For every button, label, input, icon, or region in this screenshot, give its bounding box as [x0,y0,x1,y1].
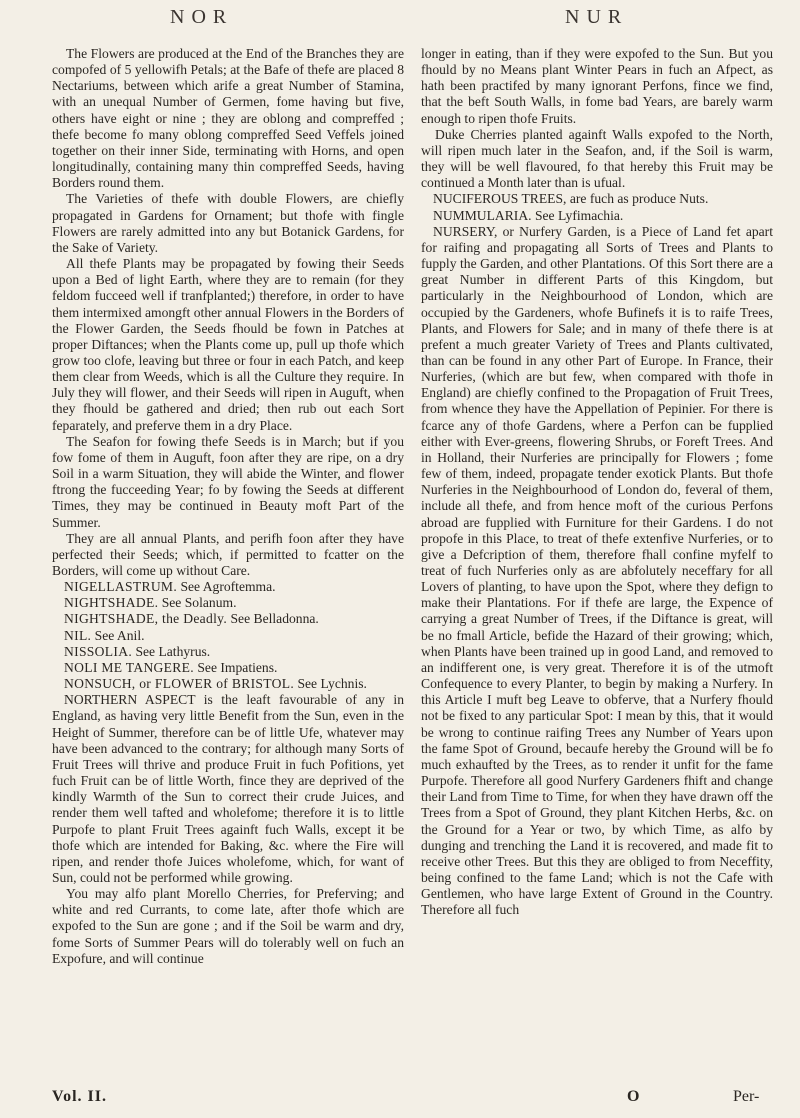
page-footer [0,1088,800,1112]
paragraph: You may alfo plant Morello Cherries, for Preferving; and white and red Currants, to come late, after thofe which are expofed to the Sun are gone ; and if the Soil be warm and dry, fome Sorts of Summer Pears will do tolerably well on fuch an Expofure, and will continue [52,886,404,966]
paragraph: The Varieties of thefe with double Flowers, are chiefly propagated in Gardens for Ornament; but thofe with fingle Flowers are rarely admitted into any but Botanick Gardens, for the Sake of Variety. [52,191,404,255]
entry-nissolia: NISSOLIA. See Lathyrus. [64,643,211,659]
paragraph: Duke Cherries planted againft Walls expofed to the North, will ripen much later in the Seafon, and, if the Soil is warm, they will be well flavoured, fo that hereby this Fruit may be continued a Month later than is ufual. [421,126,773,191]
entry-nursery: NURSERY, or Nurfery Garden, is a Piece of Land fet apart for raifing and propagating all Sorts of Trees and Plants to fupply the Garden, and other Plantations. Of this Sort there are a great Number in different Parts of this Kingdom, but particularly in the Neighbourhood of London, which are occupied by the Gardeners, whofe Bufinefs it is to raife Trees, Plants, and Flowers for Sale; and in many of thefe there is at prefent a much greater Variety of Trees and Plants cultivated, than can be found in any other Part of Europe. In France, their Nurferies, (which are but few, when compared with thofe in England) are chiefly confined to the Propagation of Fruit Trees, from whence they have the Appellation of Pepinier. For there is fcarce any of thofe Gardens, where a Perfon can be fupplied either with Ever-greens, flowering Shrubs, or Foreft Trees. And in Holland, their Nurferies are principally for Flowers ; fome few of them, indeed, propagate tender exotick Plants. But thofe Nurferies in the Neighbourhood of London do, feveral of them, include all thefe, and from hence moft of the curious Perfons abroad are fupplied with Furniture for their Gardens. I do not propofe in this Place, to treat of thefe extenfive Nurferies, or to give a Defcription of them, therefore fhall confine myfelf to treat of fuch Nurferies only as are abfolutely neceffary for all Lovers of planting, to have upon the Spot, where they defign to make their Plantations. For if thefe are large, the Expence of carrying a great Number of Trees, if the Diftance is great, will be no fmall Article, befide the Hazard of their growing; which, when Plants have been trained up in good Land, and removed to an indifferent one, is very great. Therefore it is of the utmoft Confequence to every Planter, to begin by making a Nurfery. In this Article I muft beg Leave to obferve, that a Nurfery fhould not be fixed to any particular Spot: I mean by this, that it would be wrong to continue raifing Trees any Number of Years upon the fame Spot of Ground, becaufe hereby the Ground will be fo much exhaufted by the Trees, as to render it unfit for the fame Purpofe. Therefore all good Nurfery Gardeners fhift and change their Land from Time to Time, for when they have drawn off the Trees from a Spot of Ground, they plant Kitchen Herbs, &c. on the Ground for a Year or two, by which Time, as alfo by dunging and trenching the Land it is recovered, and made fit to receive other Trees. But this they are obliged to from Neceffity, being confined to the fame Land; which is not the Cafe with Gentlemen, who have large Extent of Ground in the Country. Therefore all fuch [421,223,773,918]
paragraph: longer in eating, than if they were expofed to the Sun. But you fhould by no Means plant Winter Pears in fuch an Afpect, as hath been practifed by many ignorant Perfons, fince we find, that the beft South Walls, in fome bad Years, are barely warm enough to ripen thofe Fruits. [421,46,773,126]
paragraph: They are all annual Plants, and perifh foon after they have perfected their Seeds; which, if permitted to fcatter on the Borders, will come up without Care. [52,530,404,578]
paragraph: All thefe Plants may be propagated by fowing their Seeds upon a Bed of light Earth, where they are to remain (for they feldom fucceed well if tranfplanted;) therefore, in order to have them intermixed amongft other annual Flowers in the Borders of the Flower Garden, the Seeds fhould be fown in Patches at proper Diftances; when the Plants come up, pull up thofe which grow too clofe, leaving but three or four in each Patch, and keep them clear from Weeds, which is all the Culture they require. In July they will flower, and their Seeds will ripen in Auguft, when they fhould be gathered and dried; then rub out each Sort feparately, and preferve them in a dry Place. [52,256,404,433]
running-head [0,6,800,36]
entry-nuciferous-trees: NUCIFEROUS TREES, are fuch as produce Nuts. [433,191,709,207]
entry-nil: NIL. See Anil. [64,627,145,643]
entry-nigellastrum: NIGELLASTRUM. See Agroftemma. [64,579,276,595]
right-column [421,46,773,918]
signature-mark: O [627,1088,640,1105]
paragraph: The Seafon for fowing thefe Seeds is in March; but if you fow fome of them in Auguft, foon after they are ripe, on a dry Soil in a warm Situation, they will abide the Winter, and flower ftrong the fucceeding Year; fo by fowing the Seeds at different Times, they may be continued in Beauty moft Part of the Summer. [52,433,404,530]
entry-nonsuch: NONSUCH, or FLOWER of BRISTOL. See Lychnis. [64,676,367,692]
catchword: Per- [733,1088,760,1105]
left-column [52,46,404,967]
volume-label: Vol. II. [52,1088,107,1105]
running-head-left: NOR [170,6,234,28]
entry-northern-aspect: NORTHERN ASPECT is the leaft favourable of any in England, as having very little Benefit from the Sun, even in the Height of Summer, therefore can be of little Ufe, whatever may have been advanced to the contrary; for although many Sorts of Fruit Trees will thrive and produce Fruit in fuch Pofitions, yet fuch Fruit can be of little Worth, fince they are deprived of the kindly Warmth of the Sun to correct their crude Juices, and render them well tafted and wholefome; therefore it is to little Purpofe to plant Fruit Trees againft fuch Walls, except it be thofe which are intended for Baking, &c. where the Fire will ripen, and render thofe Juices wholefome, which, for want of Sun, could not be performed while growing. [52,692,404,885]
entry-nummularia: NUMMULARIA. See Lyfimachia. [433,207,624,223]
paragraph: The Flowers are produced at the End of the Branches they are compofed of 5 yellowifh Petals; at the Bafe of thefe are placed 8 Nectariums, between which arife a great Number of Stamina, with an unequal Number of Germen, fome having but five, others have eight or nine ; they are oblong and compreffed ; thefe become fo many oblong compreffed Seed Veffels joined together on their inner Side, terminating with Horns, and open longitudinally, containing many thin compreffed Seeds, having Borders round them. [52,46,404,191]
entry-noli-me-tangere: NOLI ME TANGERE. See Impatiens. [64,659,278,675]
entry-nightshade-deadly: NIGHTSHADE, the Deadly. See Belladonna. [64,611,319,627]
running-head-right: NUR [565,6,629,28]
entry-nightshade: NIGHTSHADE. See Solanum. [64,595,237,611]
